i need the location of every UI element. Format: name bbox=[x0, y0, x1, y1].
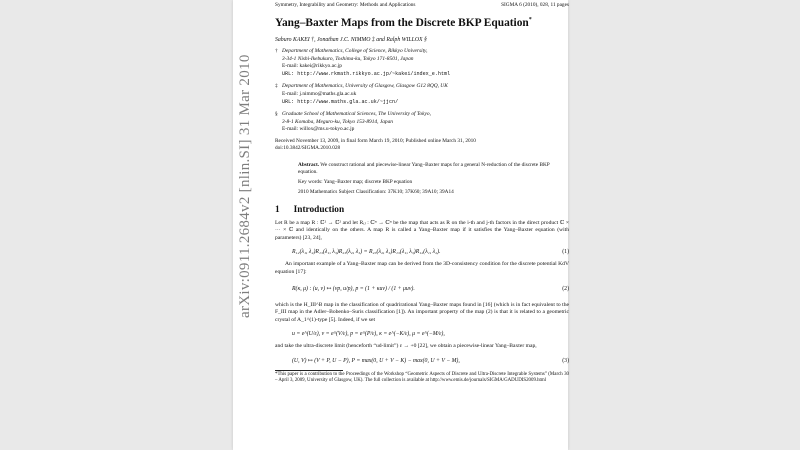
url-link[interactable]: URL: http://www.maths.gla.ac.uk/~jjcn/ bbox=[282, 98, 399, 105]
affiliation-mark: ‡ bbox=[275, 83, 278, 90]
affiliation-line: Department of Mathematics, University of Glasgow, Glasgow G12 8QQ, UK bbox=[282, 83, 448, 90]
equation-body: R₁₂(λ₁, λ₂)R₁₃(λ₁, λ₃)R₂₃(λ₂, λ₃) = R₂₃(λ₂, λ₃)R₁₃(λ₁, λ₃)R₁₂(λ₁, λ₂). bbox=[292, 249, 441, 256]
affiliation-line: Department of Mathematics, College of Science, Rikkyo University, bbox=[282, 48, 428, 54]
email-link[interactable]: E-mail: willox@ms.u-tokyo.ac.jp bbox=[282, 126, 355, 133]
affiliation-line: 3-8-1 Komaba, Meguro-ku, Tokyo 153-8914, Japan bbox=[282, 118, 393, 125]
journal-citation: SIGMA 6 (2010), 028, 11 pages bbox=[501, 2, 569, 8]
footnote-rule bbox=[275, 370, 343, 371]
doi-link[interactable]: doi:10.3842/SIGMA.2010.028 bbox=[275, 144, 341, 151]
affiliation-1 bbox=[275, 48, 569, 78]
abstract bbox=[298, 162, 557, 196]
footnote: *This paper is a contribution to the Proceedings of the Workshop “Geometric Aspects of Discrete and Ultra-Discrete Integrable Systems” (March 30 – April 3, 2009, University of Glasgow, UK). The full collection is available at http://www.emis.de/journals/SIGMA/GADUDIS2009.html bbox=[275, 371, 569, 383]
affiliation-line: Graduate School of Mathematical Sciences, The University of Tokyo, bbox=[282, 111, 431, 118]
affiliation-line: 3-34-1 Nishi-Ikebukuro, Toshima-ku, Tokyo 171-8501, Japan bbox=[282, 55, 414, 62]
title-footnote-mark: * bbox=[528, 17, 532, 24]
equation-1 bbox=[275, 249, 569, 255]
journal-name: Symmetry, Integrability and Geometry: Methods and Applications bbox=[275, 2, 416, 8]
keywords: Key words: Yang–Baxter map; discrete BKP equation bbox=[298, 178, 413, 185]
url-link[interactable]: URL: http://www.rkmath.rikkyo.ac.jp/~kakei/index_e.html bbox=[282, 70, 451, 77]
abstract-label: Abstract. bbox=[298, 161, 320, 168]
paragraph-4: and take the ultra-discrete limit (henceforth “ud-limit”) ε → +0 [22], we obtain a piecewise-linear Yang–Baxter map, bbox=[275, 343, 537, 350]
equation-number: (3) bbox=[562, 357, 569, 364]
section-number: 1 bbox=[275, 204, 280, 215]
paragraph-3: which is the H_III^B map in the classification of quadrirational Yang–Baxter maps found in [16] (which is in fact equivalent to the F_III map in the Adler–Bobenko–Suris classification [1]). An important property of the map (2) is that it is related to a geometric crystal of A_1^(1)-type [5]. Indeed, if we set bbox=[275, 301, 569, 323]
section-title: Introduction bbox=[293, 204, 345, 215]
equation-body: u = e^(U/ε), v = e^(V/ε), p = e^(P/ε), κ = e^(−K/ε), μ = e^(−M/ε), bbox=[292, 331, 445, 338]
affiliation-2 bbox=[275, 83, 569, 106]
email-link[interactable]: E-mail: j.nimmo@maths.gla.ac.uk bbox=[282, 90, 357, 97]
affiliation-mark: § bbox=[275, 111, 278, 118]
equation-body: (U, V) ↦ (V + P, U − P), P = max(0, U + V − K) − max(0, U + V − M), bbox=[292, 357, 460, 364]
author-list: Saburo KAKEI †, Jonathan J.C. NIMMO ‡ and Ralph WILLOX § bbox=[275, 37, 427, 43]
paragraph-1: Let R be a map R : ℂ² → ℂ² and let Rᵢⱼ : ℂⁿ → ℂⁿ be the map that acts as R on the i-th and j-th factors in the direct product ℂ × ··· × ℂ and identically on the others. A map R is called a Yang–Baxter map if it satisfies the Yang–Baxter equation (with parameters) [23, 24], bbox=[275, 219, 569, 241]
abstract-text: We construct rational and piecewise-linear Yang–Baxter maps for a general N-reduction of the discrete BKP equation. bbox=[298, 161, 550, 175]
equation-number: (1) bbox=[562, 249, 569, 256]
equation-3 bbox=[275, 331, 569, 337]
publication-dates bbox=[275, 138, 569, 152]
equation-4 bbox=[275, 358, 569, 364]
paper-title-text: Yang–Baxter Maps from the Discrete BKP Equation bbox=[275, 17, 529, 29]
affiliation-3 bbox=[275, 111, 569, 134]
pdf-page bbox=[233, 0, 568, 450]
section-heading bbox=[275, 205, 569, 215]
msc-classification: 2010 Mathematics Subject Classification: 37K10; 37K60; 39A10; 39A14 bbox=[298, 188, 454, 195]
received-line: Received November 13, 2009, in final form March 19, 2010; Published online March 31, 2010 bbox=[275, 137, 476, 144]
paper-title bbox=[275, 17, 569, 29]
equation-number: (2) bbox=[562, 285, 569, 292]
paragraph-2: An important example of a Yang–Baxter map can be derived from the 3D-consistency condition for the discrete potential KdV equation [17]: bbox=[275, 261, 569, 275]
arxiv-stamp: arXiv:0911.2684v2 [nlin.SI] 31 Mar 2010 bbox=[237, 54, 253, 318]
affiliation-mark: † bbox=[275, 48, 278, 54]
email-link[interactable]: E-mail: kakei@rikkyo.ac.jp bbox=[282, 63, 342, 70]
equation-body: R(κ, μ) : (u, v) ↦ (vp, u/p), p = (1 + κuv) / (1 + μuv). bbox=[292, 285, 415, 292]
equation-2 bbox=[275, 286, 569, 292]
running-header bbox=[275, 2, 569, 8]
page-content bbox=[275, 0, 569, 384]
